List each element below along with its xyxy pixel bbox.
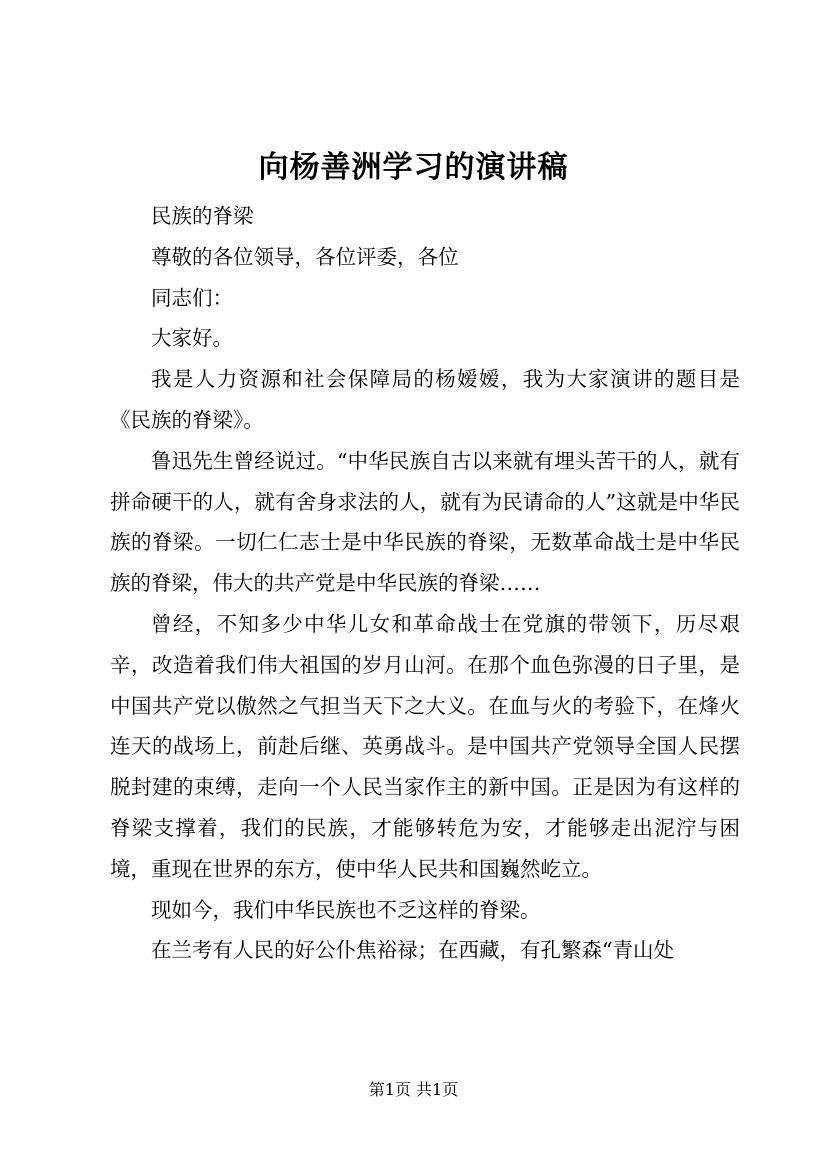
paragraph-intro: 我是人力资源和社会保障局的杨嫒嫒，我为大家演讲的题目是《民族的脊梁》。 xyxy=(110,367,740,432)
paragraph-history: 曾经，不知多少中华儿女和革命战士在党旗的带领下，历尽艰辛，改造着我们伟大祖国的岁月山河。在那个血色弥漫的日子里，是中国共产党以傲然之气担当天下之大义。在血与火的考验下，在烽火连天的战场上，前赴后继、英勇战斗。是中国共产党领导全国人民摆脱封建的束缚，走向一个人民当家作主的新中国。正是因为有这样的脊梁支撑着，我们的民族，才能够转危为安，才能够走出泥泞与困境，重现在世界的东方，使中华人民共和国巍然屹立。 xyxy=(110,611,740,881)
document-body xyxy=(110,196,740,971)
paragraph-luxun-quote: 鲁迅先生曾经说过。“中华民族自古以来就有埋头苦干的人，就有拼命硬干的人，就有舍身求法的人，就有为民请命的人”这就是中华民族的脊梁。一切仁仁志士是中华民族的脊梁，无数革命战士是中华民族的脊梁，伟大的共产党是中华民族的脊梁…… xyxy=(110,448,740,596)
paragraph-today: 现如今，我们中华民族也不乏这样的脊梁。 xyxy=(151,897,541,922)
page-number-footer: 第1页 共1页 xyxy=(368,1080,459,1099)
paragraph-salutation-cont: 同志们： xyxy=(151,285,233,310)
paragraph-subtitle: 民族的脊梁 xyxy=(151,204,254,228)
document-title: 向杨善洲学习的演讲稿 xyxy=(258,150,569,185)
paragraph-greeting: 大家好。 xyxy=(151,326,233,351)
paragraph-examples: 在兰考有人民的好公仆焦裕禄；在西藏，有孔繁森“青山处 xyxy=(151,938,674,963)
paragraph-salutation: 尊敬的各位领导，各位评委，各位 xyxy=(151,244,459,269)
